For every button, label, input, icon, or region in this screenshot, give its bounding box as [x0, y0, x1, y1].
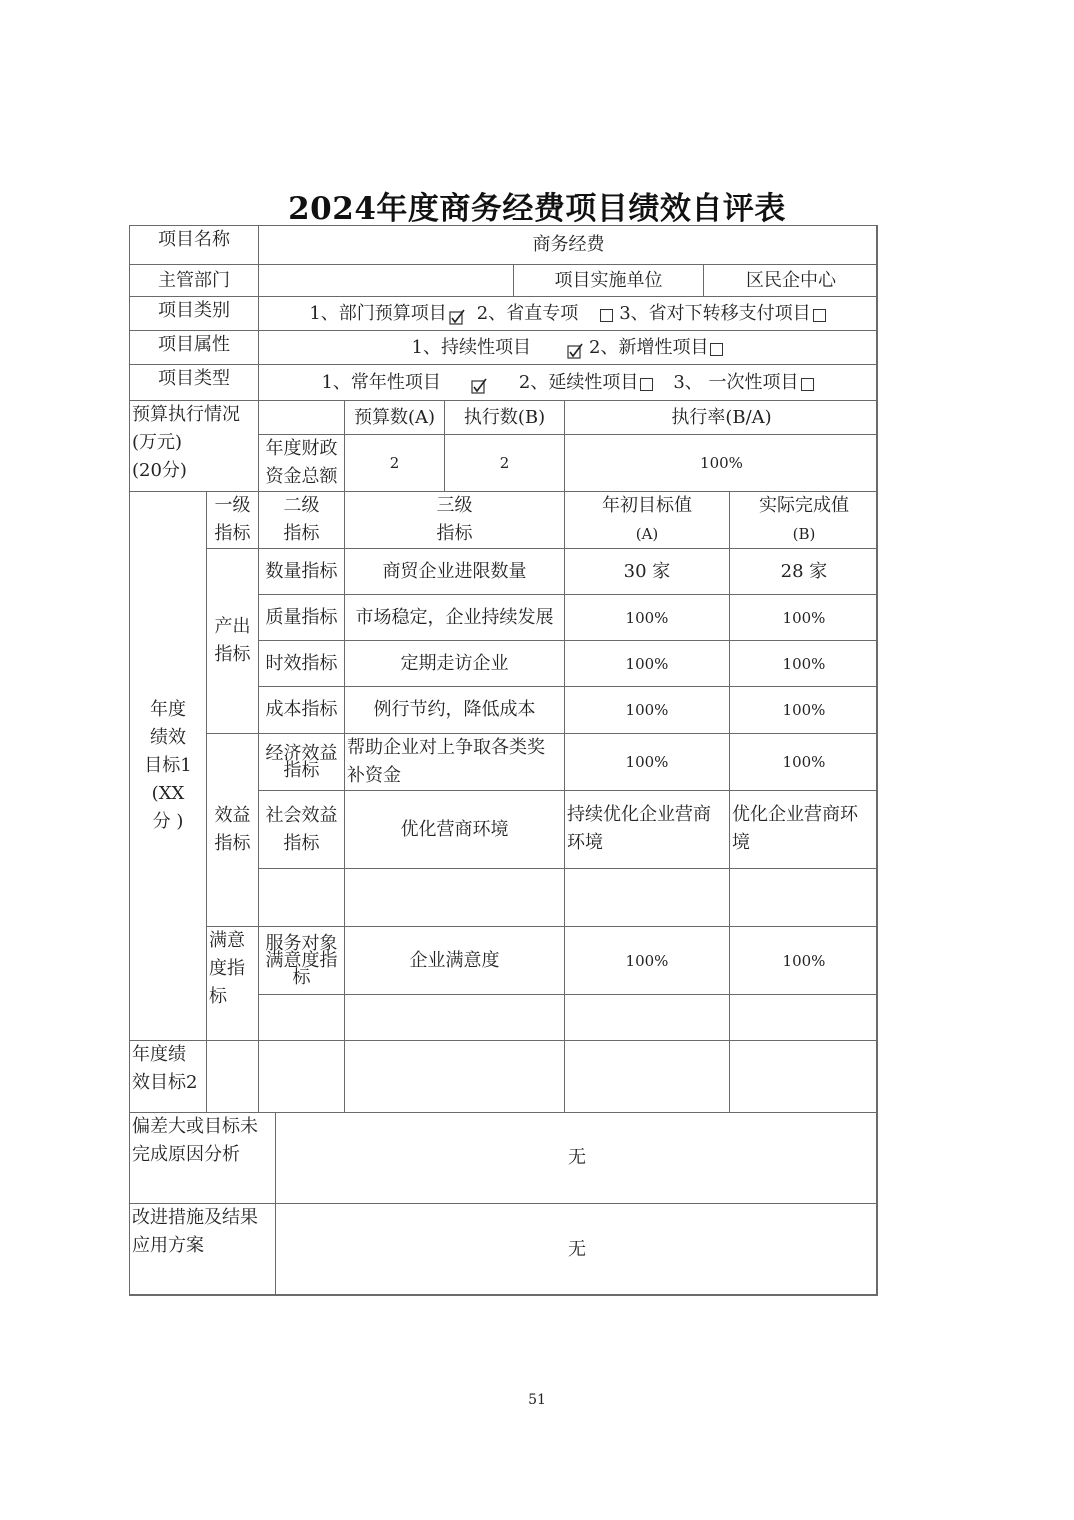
indicator-target: 100%: [564, 686, 729, 733]
satisfaction-label-line: 度指: [209, 958, 245, 979]
header-level2-line: 二级: [283, 495, 320, 516]
type-options: [258, 364, 878, 400]
blank-cell: [564, 994, 729, 1040]
budget-header-exec: 执行数(B): [444, 400, 564, 434]
project-name-value: 商务经费: [258, 225, 878, 264]
budget-label: [129, 400, 258, 491]
indicator-target: 100%: [564, 594, 729, 640]
indicator-actual: 100%: [729, 686, 878, 733]
budget-label-line: (万元): [132, 432, 183, 453]
indicator-level3-line: 补资金: [347, 765, 401, 786]
header-level1: [206, 491, 258, 548]
budget-row-label-line: 年度财政: [265, 438, 338, 459]
budget-label-line: 预算执行情况: [132, 404, 240, 425]
goal1-label: [129, 491, 206, 1040]
indicator-level2: [258, 733, 344, 790]
exec-value: 2: [444, 434, 564, 491]
deviation-label-line: 偏差大或目标未: [132, 1116, 258, 1137]
benefit-label-line: 效益: [214, 805, 251, 826]
type-option-1: 1、常年性项目: [321, 371, 441, 393]
budget-header-blank: [258, 400, 344, 434]
deviation-label-line: 完成原因分析: [132, 1144, 240, 1165]
deviation-label: [129, 1112, 275, 1203]
indicator-actual: 100%: [729, 733, 878, 790]
indicator-actual-line: 境: [732, 832, 750, 853]
blank-cell: [729, 1040, 878, 1112]
category-label: 项目类别: [129, 296, 258, 330]
category-option-1: 1、部门预算项目: [309, 302, 447, 324]
impl-unit-value: 区民企中心: [703, 264, 878, 296]
improve-label-line: 应用方案: [132, 1235, 204, 1256]
indicator-level2-line: 指标: [283, 760, 320, 781]
improve-value: 无: [275, 1203, 878, 1296]
blank-cell: [729, 868, 878, 926]
indicator-level3: [344, 733, 564, 790]
deviation-value: 无: [275, 1112, 878, 1203]
indicator-target: [564, 790, 729, 868]
unchecked-box-icon: [710, 343, 723, 356]
goal1-label-line: 年度: [150, 699, 186, 720]
output-indicator-label: [206, 548, 258, 733]
indicator-level2: 时效指标: [258, 640, 344, 686]
indicator-level3: 市场稳定，企业持续发展: [344, 594, 564, 640]
output-label-line: 指标: [214, 644, 251, 665]
header-level2-line: 指标: [283, 523, 320, 544]
indicator-actual: 100%: [729, 594, 878, 640]
type-option-3: 3、 一次性项目: [673, 371, 799, 393]
indicator-target-line: 环境: [567, 832, 603, 853]
header-level2: [258, 491, 344, 548]
unchecked-box-icon: [600, 309, 613, 322]
indicator-actual: 100%: [729, 640, 878, 686]
goal1-label-line: (XX: [151, 783, 185, 804]
header-target: [564, 491, 729, 548]
indicator-level2-line: 指标: [283, 832, 320, 854]
indicator-actual: [729, 790, 878, 868]
indicator-target: 30 家: [564, 548, 729, 594]
indicator-target: 100%: [564, 926, 729, 994]
header-actual-line: (B): [792, 525, 816, 543]
indicator-level3: 商贸企业进限数量: [344, 548, 564, 594]
blank-cell: [206, 1040, 258, 1112]
goal2-label: [129, 1040, 206, 1112]
satisfaction-indicator-label: [206, 926, 258, 1040]
attribute-option-2: 2、新增性项目: [589, 336, 709, 358]
indicator-target: 100%: [564, 733, 729, 790]
indicator-actual: 28 家: [729, 548, 878, 594]
goal1-label-line: 绩效: [150, 727, 186, 748]
category-option-2: 2、省直专项: [476, 302, 579, 324]
blank-cell: [258, 868, 344, 926]
blank-cell: [344, 1040, 564, 1112]
dept-value: [258, 264, 513, 296]
budget-value: 2: [344, 434, 444, 491]
budget-label-line: (20分): [132, 460, 187, 481]
header-level3-line: 指标: [436, 523, 473, 544]
header-actual-line: 实际完成值: [759, 495, 849, 516]
attribute-option-1: 1、持续性项目: [411, 336, 531, 358]
indicator-level2-line: 社会效益: [265, 804, 338, 826]
attribute-label: 项目属性: [129, 330, 258, 364]
goal1-label-line: 目标1: [144, 755, 192, 776]
satisfaction-label-line: 满意: [209, 930, 245, 951]
blank-cell: [344, 868, 564, 926]
checked-box-icon: [567, 343, 583, 359]
category-options: [258, 296, 878, 330]
blank-cell: [258, 994, 344, 1040]
blank-cell: [258, 1040, 344, 1112]
header-level3: [344, 491, 564, 548]
indicator-level3: 优化营商环境: [344, 790, 564, 868]
page-number: 51: [528, 1392, 546, 1408]
blank-cell: [564, 1040, 729, 1112]
rate-value: 100%: [564, 434, 878, 491]
indicator-level2-line: 服务对象: [265, 933, 338, 954]
benefit-indicator-label: [206, 733, 258, 926]
budget-row-label-line: 资金总额: [265, 466, 338, 487]
blank-cell: [564, 868, 729, 926]
indicator-level2-line: 标: [292, 967, 311, 988]
budget-row-label: [258, 434, 344, 491]
unchecked-box-icon: [801, 378, 814, 391]
type-label: 项目类型: [129, 364, 258, 400]
indicator-target: 100%: [564, 640, 729, 686]
category-option-3: 3、省对下转移支付项目: [619, 302, 811, 324]
indicator-actual-line: 优化企业营商环: [732, 804, 858, 825]
indicator-level2: 数量指标: [258, 548, 344, 594]
goal2-label-line: 年度绩: [132, 1044, 186, 1065]
header-level1-line: 一级: [214, 495, 251, 516]
blank-cell: [344, 994, 564, 1040]
indicator-level2: 质量指标: [258, 594, 344, 640]
impl-unit-label: 项目实施单位: [513, 264, 703, 296]
header-level3-line: 三级: [436, 495, 473, 516]
header-target-line: 年初目标值: [602, 495, 692, 516]
indicator-actual: 100%: [729, 926, 878, 994]
header-target-line: (A): [635, 525, 659, 543]
budget-header-budget: 预算数(A): [344, 400, 444, 434]
output-label-line: 产出: [214, 616, 251, 637]
improve-label-line: 改进措施及结果: [132, 1207, 258, 1228]
checked-box-icon: [471, 378, 487, 394]
dept-label: 主管部门: [129, 264, 258, 296]
indicator-level2: 成本指标: [258, 686, 344, 733]
blank-cell: [729, 994, 878, 1040]
indicator-level2-line: 经济效益: [265, 743, 338, 764]
unchecked-box-icon: [640, 378, 653, 391]
indicator-level2: [258, 790, 344, 868]
checked-box-icon: [449, 309, 465, 325]
indicator-level3: 企业满意度: [344, 926, 564, 994]
attribute-options: [258, 330, 878, 364]
indicator-level3-line: 帮助企业对上争取各类奖: [347, 737, 545, 758]
type-option-2: 2、延续性项目: [518, 371, 639, 393]
project-name-label: 项目名称: [129, 225, 258, 264]
satisfaction-label-line: 标: [209, 986, 227, 1007]
goal1-label-line: 分 ): [152, 811, 184, 832]
indicator-level3: 例行节约，降低成本: [344, 686, 564, 733]
benefit-label-line: 指标: [214, 833, 251, 854]
goal2-label-line: 效目标2: [132, 1072, 198, 1093]
budget-header-rate: 执行率(B/A): [564, 400, 878, 434]
page-title: 2024年度商务经费项目绩效自评表: [288, 191, 786, 227]
header-actual: [729, 491, 878, 548]
unchecked-box-icon: [813, 309, 826, 322]
indicator-target-line: 持续优化企业营商: [567, 804, 711, 825]
indicator-level2-line: 满意度指: [265, 950, 338, 971]
indicator-level3: 定期走访企业: [344, 640, 564, 686]
improve-label: [129, 1203, 275, 1296]
header-level1-line: 指标: [214, 523, 251, 544]
indicator-level2: [258, 926, 344, 994]
